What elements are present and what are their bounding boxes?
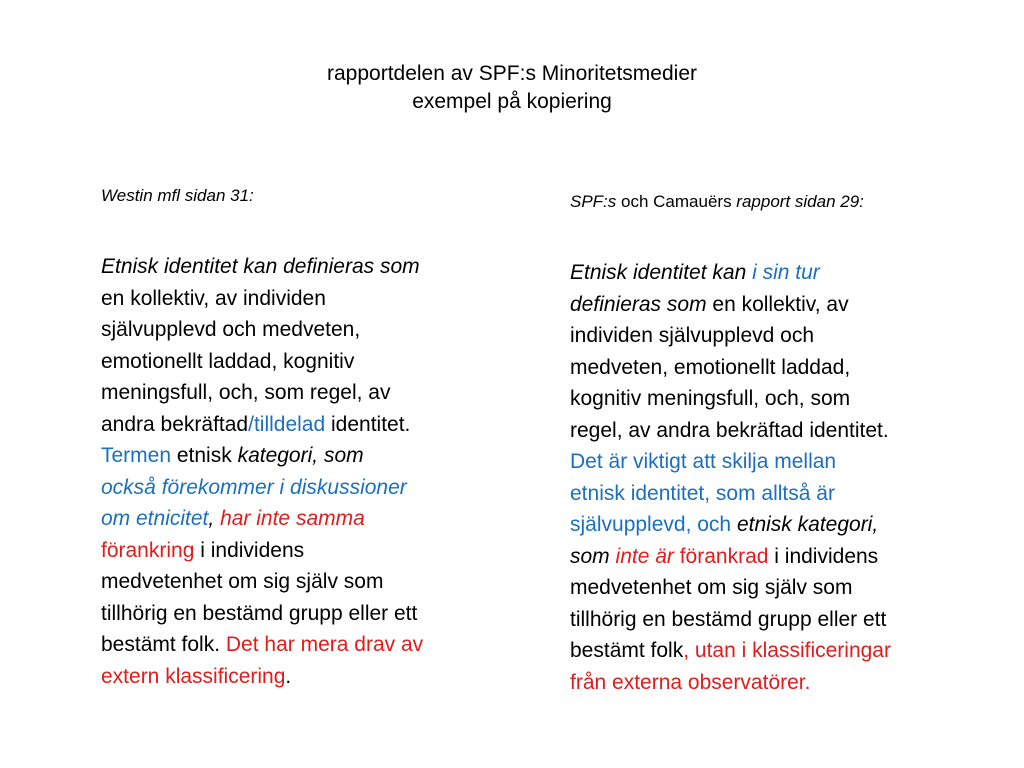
text-segment: . bbox=[285, 664, 292, 688]
text-line bbox=[101, 377, 511, 409]
label-segment: SPF:s bbox=[570, 192, 617, 211]
text-segment: förankrad bbox=[673, 544, 769, 568]
title-line-1: rapportdelen av SPF:s Minoritetsmedier bbox=[327, 62, 697, 85]
text-line bbox=[570, 635, 990, 667]
left-source-label: Westin mfl sidan 31: bbox=[101, 186, 254, 205]
text-line bbox=[570, 478, 990, 510]
text-segment: också förekommer i diskussioner bbox=[101, 475, 407, 499]
text-segment: bestämt folk bbox=[570, 639, 684, 662]
text-line bbox=[101, 661, 511, 693]
text-line bbox=[570, 604, 990, 636]
text-line bbox=[570, 320, 990, 352]
text-line bbox=[101, 472, 511, 504]
left-column bbox=[101, 185, 511, 692]
text-segment: Det är viktigt att skilja mellan bbox=[570, 450, 837, 473]
text-line bbox=[570, 541, 990, 573]
text-line bbox=[570, 415, 990, 447]
text-segment: individen självupplevd och bbox=[570, 324, 814, 347]
right-quote-text bbox=[570, 257, 990, 698]
text-line bbox=[570, 667, 990, 699]
text-segment: , utan i klassificeringar bbox=[683, 639, 891, 662]
text-line bbox=[570, 383, 990, 415]
text-segment: andra bekräftad bbox=[101, 412, 249, 436]
text-line bbox=[570, 289, 990, 321]
slide-title bbox=[0, 60, 1024, 116]
text-segment: bestämt folk. bbox=[101, 633, 226, 656]
text-segment: som bbox=[570, 544, 610, 568]
right-source-label bbox=[570, 191, 990, 213]
text-segment: regel, av andra bekräftad identitet. bbox=[570, 418, 889, 442]
text-segment: i individens bbox=[768, 544, 879, 568]
text-segment: i individens bbox=[194, 538, 305, 562]
text-segment: en kollektiv, av bbox=[706, 292, 849, 316]
text-line bbox=[101, 409, 511, 441]
text-line bbox=[570, 352, 990, 384]
text-line bbox=[570, 446, 990, 478]
text-segment: etnisk bbox=[171, 444, 238, 467]
text-segment: Det har mera drav av bbox=[225, 633, 424, 656]
text-segment: en kollektiv, av individen bbox=[101, 286, 326, 310]
text-segment: Termen bbox=[101, 444, 172, 467]
text-line bbox=[570, 509, 990, 541]
text-segment: medvetenhet om sig själv som bbox=[101, 570, 384, 593]
text-segment: har inte samma bbox=[220, 507, 365, 530]
text-segment: inte är bbox=[609, 544, 674, 568]
text-line bbox=[570, 257, 990, 289]
text-segment: medvetenhet om sig själv som bbox=[570, 576, 853, 599]
text-segment: /tilldelad bbox=[248, 412, 326, 436]
text-segment: Etnisk identitet kan definieras som bbox=[101, 255, 420, 278]
right-column bbox=[570, 191, 990, 698]
text-line bbox=[101, 629, 511, 661]
text-segment: identitet. bbox=[325, 412, 411, 436]
text-line bbox=[101, 314, 511, 346]
text-segment: definieras som bbox=[570, 292, 707, 316]
text-line bbox=[101, 535, 511, 567]
text-segment: självupplevd, och bbox=[570, 513, 732, 536]
text-segment: Etnisk identitet kan bbox=[570, 261, 753, 284]
label-segment: och Camauërs bbox=[616, 192, 737, 211]
text-segment: förankring bbox=[101, 538, 195, 562]
text-segment: om etnicitet bbox=[101, 507, 209, 530]
text-segment: emotionellt laddad, kognitiv bbox=[101, 349, 355, 373]
text-line bbox=[101, 283, 511, 315]
text-segment: medveten, emotionellt laddad, bbox=[570, 355, 851, 379]
text-segment: tillhörig en bestämd grupp eller ett bbox=[101, 601, 418, 625]
text-segment: kognitiv meningsfull, och, som bbox=[570, 387, 851, 410]
text-line bbox=[101, 440, 511, 472]
text-segment: kategori, som bbox=[237, 444, 364, 467]
text-segment: , bbox=[208, 507, 221, 530]
label-segment: rapport sidan 29: bbox=[736, 192, 864, 211]
text-segment: i sin tur bbox=[752, 261, 820, 284]
text-segment: självupplevd och medveten, bbox=[101, 318, 361, 341]
text-line bbox=[570, 572, 990, 604]
text-segment: extern klassificering bbox=[101, 664, 286, 688]
text-segment: etnisk kategori, bbox=[731, 513, 879, 536]
text-line bbox=[101, 346, 511, 378]
left-quote-text bbox=[101, 251, 511, 692]
text-segment: etnisk identitet, som alltså är bbox=[570, 481, 835, 505]
text-line bbox=[101, 251, 511, 283]
text-line bbox=[101, 503, 511, 535]
text-segment: meningsfull, och, som regel, av bbox=[101, 381, 391, 404]
text-segment: från externa observatörer. bbox=[570, 670, 811, 694]
title-line-2: exempel på kopiering bbox=[412, 90, 612, 113]
text-line bbox=[101, 566, 511, 598]
text-line bbox=[101, 598, 511, 630]
text-segment: tillhörig en bestämd grupp eller ett bbox=[570, 607, 887, 631]
